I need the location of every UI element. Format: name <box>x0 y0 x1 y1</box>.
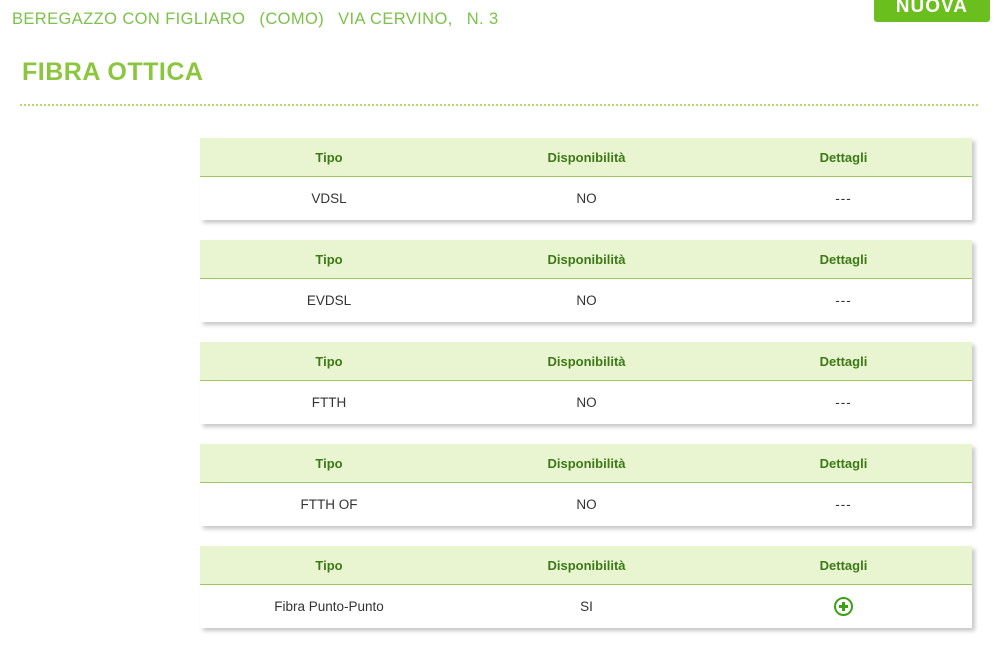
column-header-tipo: Tipo <box>315 353 343 369</box>
cell-disponibilita: NO <box>576 293 597 308</box>
cell-tipo: FTTH OF <box>300 497 358 512</box>
table-header-row <box>200 342 972 381</box>
column-header-dettagli: Dettagli <box>819 557 868 573</box>
address-breadcrumb <box>12 10 513 29</box>
column-header-dettagli: Dettagli <box>819 353 868 369</box>
column-header-tipo: Tipo <box>315 455 343 471</box>
cell-dettagli: --- <box>835 497 852 512</box>
address-comune: BEREGAZZO CON FIGLIARO <box>12 10 246 28</box>
table-header-row <box>200 546 972 585</box>
cell-dettagli: --- <box>835 395 852 410</box>
column-header-tipo: Tipo <box>315 557 343 573</box>
title-divider <box>20 104 978 106</box>
cell-dettagli: --- <box>835 293 852 308</box>
availability-card <box>200 138 972 220</box>
availability-card <box>200 342 972 424</box>
cell-tipo: Fibra Punto-Punto <box>274 599 384 614</box>
address-via: VIA CERVINO, <box>338 10 453 28</box>
cell-disponibilita: NO <box>576 497 597 512</box>
cell-disponibilita: SI <box>580 599 593 614</box>
cell-dettagli: --- <box>835 191 852 206</box>
column-header-disponibilita: Disponibilità <box>547 353 626 369</box>
cell-dettagli[interactable] <box>715 597 972 616</box>
address-civico: N. 3 <box>466 10 499 28</box>
column-header-disponibilita: Disponibilità <box>547 455 626 471</box>
column-header-tipo: Tipo <box>315 251 343 267</box>
availability-card <box>200 546 972 628</box>
column-header-disponibilita: Disponibilità <box>547 251 626 267</box>
table-row <box>200 483 972 526</box>
column-header-dettagli: Dettagli <box>819 251 868 267</box>
cell-disponibilita: NO <box>576 191 597 206</box>
table-row <box>200 381 972 424</box>
address-provincia: (COMO) <box>259 10 325 28</box>
column-header-dettagli: Dettagli <box>819 149 868 165</box>
column-header-disponibilita: Disponibilità <box>547 149 626 165</box>
column-header-disponibilita: Disponibilità <box>547 557 626 573</box>
cell-tipo: FTTH <box>311 395 347 410</box>
page-title: FIBRA OTTICA <box>22 58 204 86</box>
availability-card <box>200 444 972 526</box>
column-header-dettagli: Dettagli <box>819 455 868 471</box>
table-row <box>200 279 972 322</box>
column-header-tipo: Tipo <box>315 149 343 165</box>
nuova-button[interactable]: NUOVA <box>874 0 990 22</box>
table-row <box>200 585 972 628</box>
cell-tipo: EVDSL <box>306 293 352 308</box>
cell-tipo: VDSL <box>311 191 347 206</box>
cell-disponibilita: NO <box>576 395 597 410</box>
table-header-row <box>200 444 972 483</box>
availability-tables <box>200 138 975 648</box>
table-header-row <box>200 138 972 177</box>
plus-circle-icon[interactable] <box>834 597 853 616</box>
table-header-row <box>200 240 972 279</box>
table-row <box>200 177 972 220</box>
availability-card <box>200 240 972 322</box>
